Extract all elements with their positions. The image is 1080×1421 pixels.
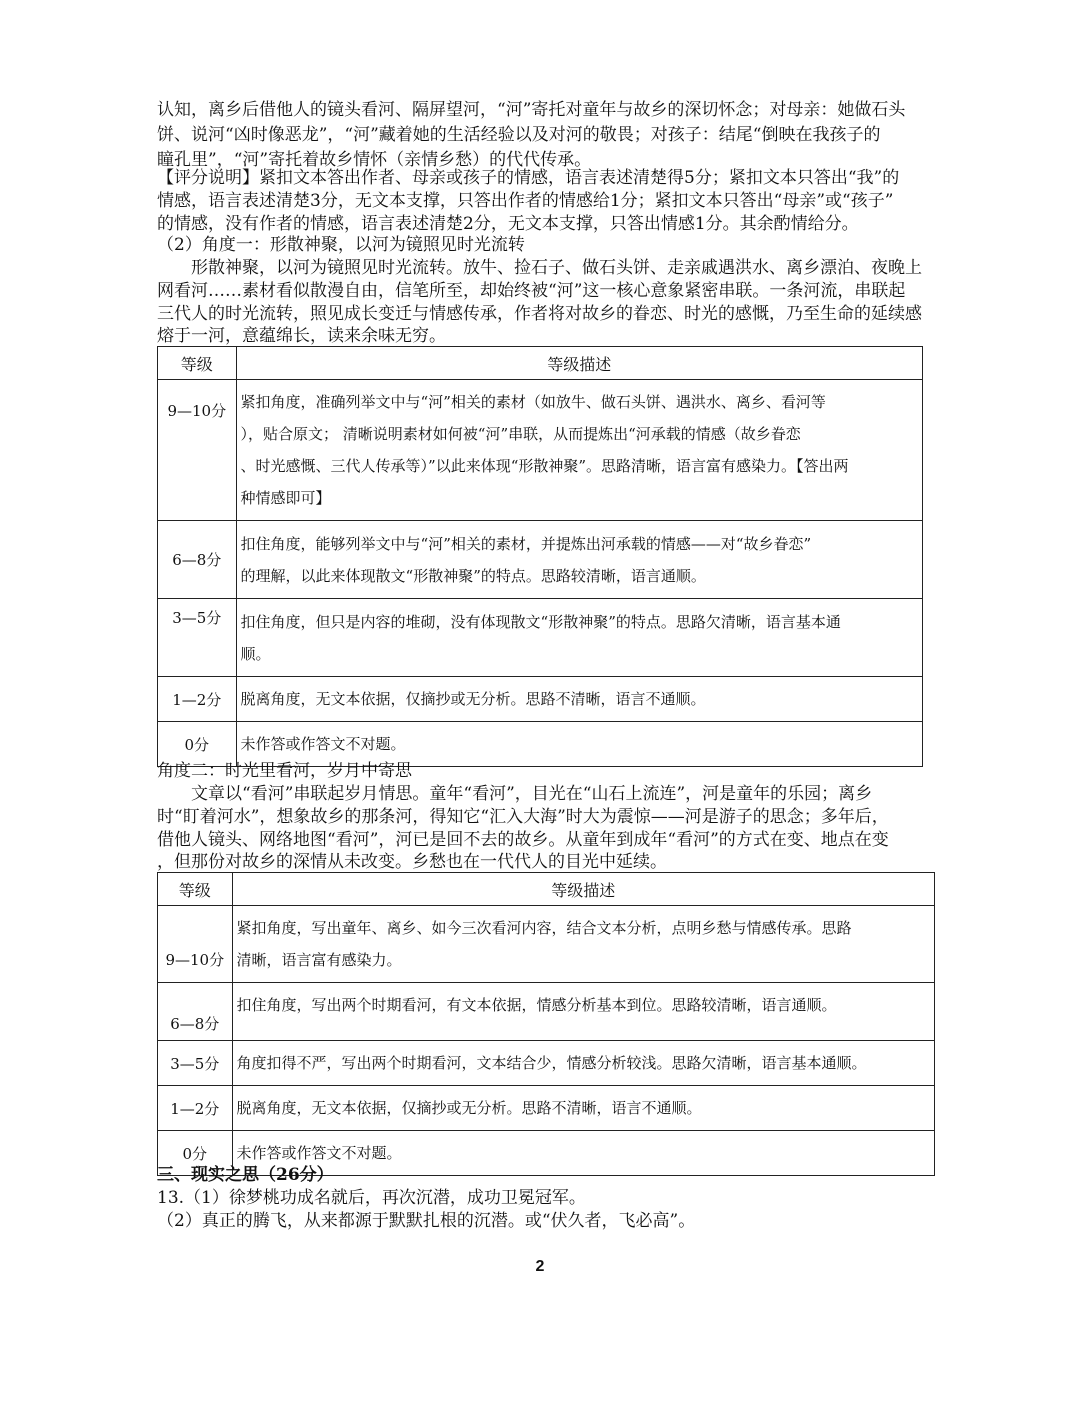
intro-line: 认知，离乡后借他人的镜头看河、隔屏望河，“河”寄托对童年与故乡的深切怀念；对母亲：她做石头 <box>157 100 906 120</box>
header-description: 等级描述 <box>232 873 934 906</box>
table-row <box>158 906 935 983</box>
grade-level: 9—10分 <box>158 380 237 521</box>
section3-heading: 三、现实之思（26分） <box>157 1165 334 1185</box>
angle1-paragraph-line: 网看河……素材看似散漫自由，信笔所至，却始终被“河”这一核心意象紧密串联。一条河流，串联起 <box>157 281 906 301</box>
grading-table-angle2 <box>157 872 935 1176</box>
scoring-note-line: 【评分说明】紧扣文本答出作者、母亲或孩子的情感，语言表述清楚得5分；紧扣文本只答出“我”的 <box>157 168 900 188</box>
grade-level: 3—5分 <box>158 599 237 677</box>
scoring-note-line: 情感，语言表述清楚3分，无文本支撑，只答出作者的情感给1分；紧扣文本只答出“母亲”或“孩子” <box>157 191 894 211</box>
angle2-paragraph-line: 时“盯着河水”，想象故乡的那条河，得知它“汇入大海”时大为震惊——河是游子的思念；多年后， <box>157 807 889 827</box>
grade-description: 未作答或作答文不对题。 <box>232 1131 934 1176</box>
table-row <box>158 983 935 1041</box>
grade-description: 紧扣角度，准确列举文中与“河”相关的素材（如放牛、做石头饼、遇洪水、离乡、看河等 ），贴合原文； 清晰说明素材如何被“河”串联，从而提炼出“河承载的情感（故乡眷恋 、时光感慨、三代人传承等）”以此来体现“形散神聚”。思路清晰，语言富有感染力。【答出两 种情感即可】 <box>236 380 922 521</box>
intro-line: 饼、说河“凶时像恶龙”，“河”藏着她的生活经验以及对河的敬畏；对孩子：结尾“倒映在我孩子的 <box>157 125 881 145</box>
grade-level: 6—8分 <box>158 521 237 599</box>
grade-description: 紧扣角度，写出童年、离乡、如今三次看河内容，结合文本分析，点明乡愁与情感传承。思路 清晰，语言富有感染力。 <box>232 906 934 983</box>
grade-description: 扣住角度，但只是内容的堆砌，没有体现散文“形散神聚”的特点。思路欠清晰，语言基本通 顺。 <box>236 599 922 677</box>
angle2-paragraph-line: ，但那份对故乡的深情从未改变。乡愁也在一代代人的目光中延续。 <box>157 852 667 872</box>
header-level: 等级 <box>158 873 233 906</box>
grade-level: 1—2分 <box>158 1086 233 1131</box>
angle1-paragraph-line: 形散神聚，以河为镜照见时光流转。放牛、捡石子、做石头饼、走亲戚遇洪水、离乡漂泊、夜晚上 <box>157 258 922 278</box>
grade-level: 0分 <box>158 722 237 767</box>
grade-description: 角度扣得不严，写出两个时期看河，文本结合少，情感分析较浅。思路欠清晰，语言基本通顺。 <box>232 1041 934 1086</box>
table-row <box>158 599 923 677</box>
angle2-paragraph-line: 文章以“看河”串联起岁月情思。童年“看河”，目光在“山石上流连”，河是童年的乐园；离乡 <box>157 784 873 804</box>
grade-description: 未作答或作答文不对题。 <box>236 722 922 767</box>
grade-level: 3—5分 <box>158 1041 233 1086</box>
table-row <box>158 1086 935 1131</box>
angle1-heading: （2）角度一：形散神聚，以河为镜照见时光流转 <box>157 235 525 255</box>
table-row <box>158 380 923 521</box>
grade-description: 脱离角度，无文本依据，仅摘抄或无分析。思路不清晰，语言不通顺。 <box>236 677 922 722</box>
page-number: 2 <box>535 1258 545 1275</box>
table-header-row <box>158 873 935 906</box>
q13-answer-2: （2）真正的腾飞，从来都源于默默扎根的沉潜。或“伏久者，飞必高”。 <box>157 1211 696 1231</box>
angle2-heading: 角度二：时光里看河，岁月中寄思 <box>157 761 412 781</box>
table-row <box>158 677 923 722</box>
header-level: 等级 <box>158 347 237 380</box>
table-header-row <box>158 347 923 380</box>
grade-description: 扣住角度，能够列举文中与“河”相关的素材，并提炼出河承载的情感——对“故乡眷恋” 的理解，以此来体现散文“形散神聚”的特点。思路较清晰，语言通顺。 <box>236 521 922 599</box>
angle1-paragraph-line: 三代人的时光流转，照见成长变迁与情感传承，作者将对故乡的眷恋、时光的感慨，乃至生命的延续感 <box>157 304 922 324</box>
intro-line: 瞳孔里”，“河”寄托着故乡情怀（亲情乡愁）的代代传承。 <box>157 150 592 170</box>
angle1-paragraph-line: 熔于一河，意蕴绵长，读来余味无穷。 <box>157 326 446 346</box>
grade-level: 0分 <box>158 1131 233 1176</box>
grade-level: 9—10分 <box>158 906 233 983</box>
q13-answer-1: 13.（1）徐梦桃功成名就后，再次沉潜，成功卫冕冠军。 <box>157 1188 586 1208</box>
grading-table-angle1 <box>157 346 923 767</box>
angle2-paragraph-line: 借他人镜头、网络地图“看河”，河已是回不去的故乡。从童年到成年“看河”的方式在变、地点在变 <box>157 830 889 850</box>
table-row <box>158 1041 935 1086</box>
table-row <box>158 521 923 599</box>
scoring-note-line: 的情感，没有作者的情感，语言表述清楚2分，无文本支撑，只答出情感1分。其余酌情给分。 <box>157 214 859 234</box>
grade-level: 1—2分 <box>158 677 237 722</box>
grade-level: 6—8分 <box>158 983 233 1041</box>
header-description: 等级描述 <box>236 347 922 380</box>
grade-description: 脱离角度，无文本依据，仅摘抄或无分析。思路不清晰，语言不通顺。 <box>232 1086 934 1131</box>
grade-description: 扣住角度，写出两个时期看河，有文本依据，情感分析基本到位。思路较清晰，语言通顺。 <box>232 983 934 1041</box>
